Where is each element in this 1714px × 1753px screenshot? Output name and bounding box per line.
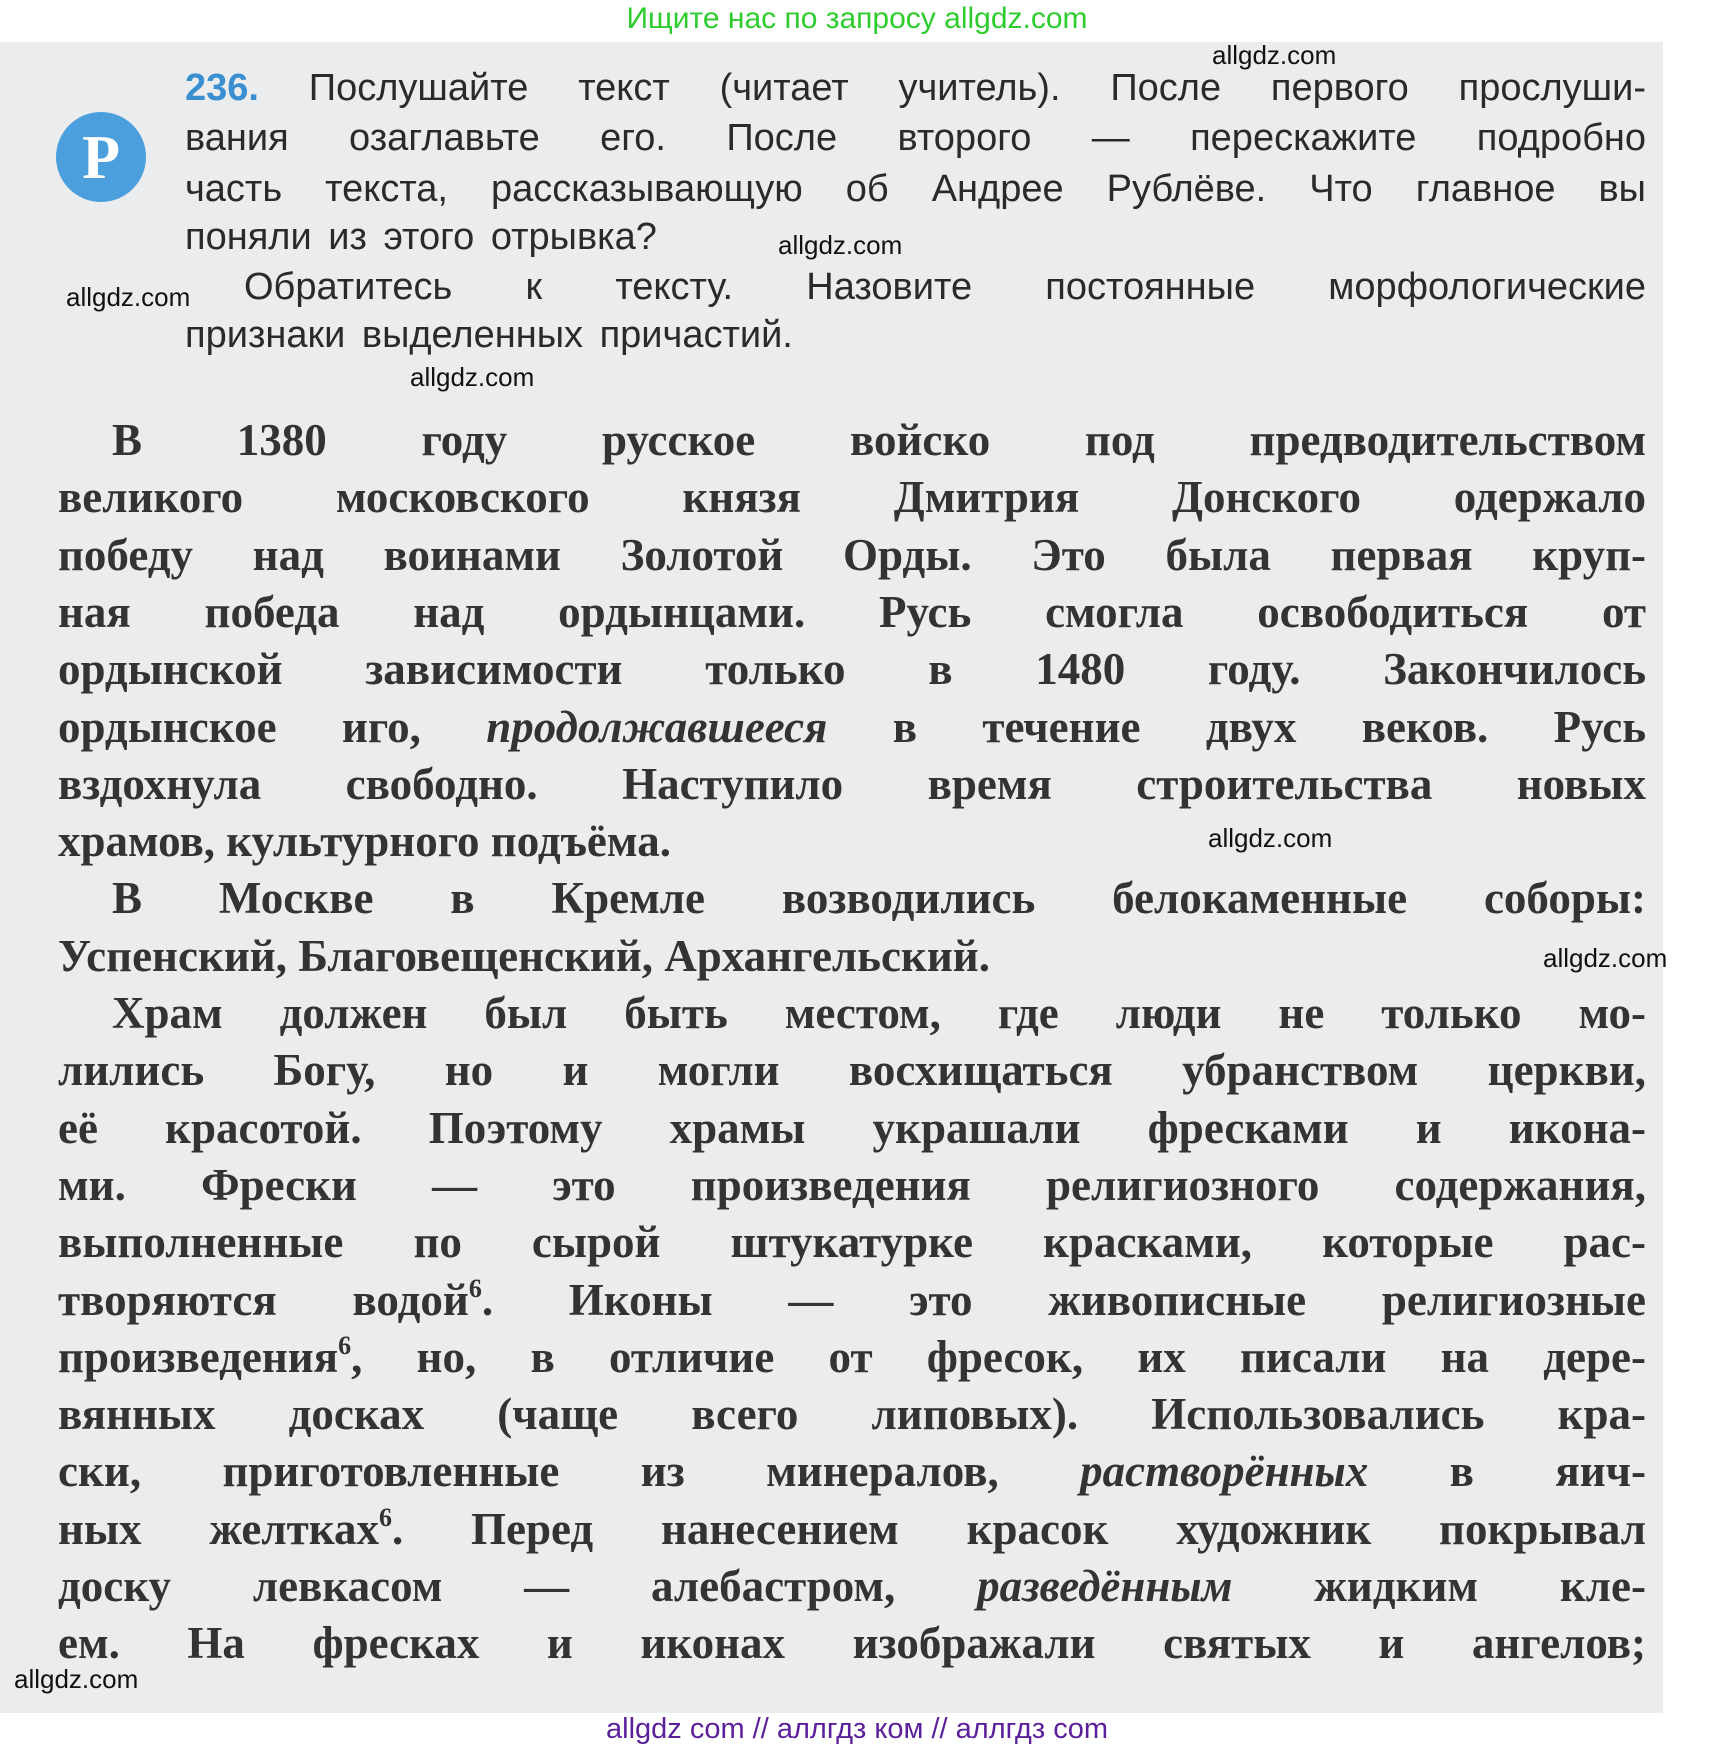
text-line: [58, 1445, 1646, 1502]
text-line: [58, 1159, 1646, 1216]
text-line: [58, 1617, 1646, 1674]
instruction-line: [185, 314, 1646, 364]
highlighted-participle: растворённых: [1080, 1446, 1369, 1497]
text-line: [58, 1503, 1646, 1560]
text-line: [58, 815, 1646, 872]
text-line: [58, 471, 1646, 528]
text-line: [58, 1274, 1646, 1331]
top-banner-link[interactable]: Ищите нас по запросу allgdz.com: [626, 2, 1088, 35]
text-line: [58, 1216, 1646, 1273]
highlighted-participle: продолжавшееся: [486, 701, 828, 752]
text-line: [58, 1331, 1646, 1388]
text-segment: В 1380 году русское войско под предводительством: [112, 415, 1646, 465]
text-line: [58, 1102, 1646, 1159]
text-segment: . Перед нанесением красок художник покрывал: [391, 1503, 1647, 1554]
text-line: [112, 987, 1646, 1044]
text-segment: доску левкасом — алебастром,: [58, 1561, 978, 1611]
instruction-text: Послушайте текст (читает учитель). После первого прослуши-: [308, 67, 1646, 109]
watermark: allgdz.com: [66, 282, 191, 312]
text-line: [58, 586, 1646, 643]
text-segment: ми. Фрески — это произведения религиозного содержания,: [58, 1159, 1646, 1210]
text-segment: ем. На фресках и иконах изображали святых и ангелов;: [58, 1618, 1646, 1669]
instruction-line: [185, 216, 1646, 266]
text-segment: выполненные по сырой штукатурке красками, которые рас-: [58, 1217, 1646, 1268]
text-line: [58, 643, 1646, 700]
section-marker-icon: Р: [56, 112, 146, 202]
text-segment: вянных досках (чаще всего липовых). Использовались кра-: [58, 1389, 1646, 1440]
text-line: [58, 1388, 1646, 1445]
text-segment: , но, в отличие от фресок, их писали на дере-: [351, 1331, 1646, 1382]
text-line: [58, 758, 1646, 815]
instruction-line: [185, 117, 1646, 167]
text-segment: ная победа над ордынцами. Русь смогла освободиться от: [58, 586, 1646, 637]
text-segment: ски, приготовленные из минералов,: [58, 1446, 1081, 1497]
text-segment: в яич-: [1368, 1446, 1646, 1497]
instruction-text: Обратитесь к тексту. Назовите постоянные морфологические: [244, 266, 1646, 308]
text-line: [112, 872, 1646, 929]
text-segment: В Москве в Кремле возводились белокаменные соборы:: [112, 873, 1646, 924]
instruction-line: [185, 67, 1646, 117]
textbook-page: [0, 42, 1663, 1713]
watermark: allgdz.com: [14, 1664, 139, 1694]
footnote-marker: 6: [378, 1502, 392, 1532]
instruction-text: вания озаглавьте его. После второго — перескажите подробно: [185, 117, 1646, 159]
text-segment: ордынской зависимости только в 1480 году. Закончилось: [58, 644, 1646, 695]
text-line: [58, 1044, 1646, 1101]
text-segment: . Иконы — это живописные религиозные: [481, 1274, 1646, 1325]
text-segment: лились Богу, но и могли восхищаться убранством церкви,: [58, 1045, 1646, 1096]
instruction-line: [185, 168, 1646, 218]
text-line: [58, 1560, 1646, 1617]
footnote-marker: 6: [468, 1273, 482, 1303]
instruction-text: признаки выделенных причастий.: [185, 314, 793, 356]
text-segment: победу над воинами Золотой Орды. Это была первая круп-: [58, 529, 1646, 580]
instruction-line: [244, 266, 1646, 316]
instruction-text: поняли из этого отрывка?: [185, 216, 657, 258]
text-segment: храмов, культурного подъёма.: [58, 816, 671, 867]
bottom-banner-link[interactable]: allgdz com // аллгдз ком // аллгдз com: [606, 1713, 1108, 1745]
text-segment: Храм должен был быть местом, где люди не только мо-: [112, 988, 1646, 1038]
text-segment: её красотой. Поэтому храмы украшали фресками и икона-: [58, 1102, 1646, 1153]
text-line: [112, 414, 1646, 471]
text-line: [58, 930, 1646, 987]
watermark: allgdz.com: [778, 230, 903, 260]
text-segment: в течение двух веков. Русь: [827, 701, 1646, 752]
text-segment: вздохнула свободно. Наступило время строительства новых: [58, 758, 1646, 809]
instruction-text: часть текста, рассказывающую об Андрее Рублёве. Что главное вы: [185, 168, 1646, 210]
highlighted-participle: разведённым: [977, 1561, 1233, 1611]
watermark: allgdz.com: [1208, 823, 1333, 853]
watermark: allgdz.com: [1212, 40, 1337, 70]
text-segment: произведения: [58, 1331, 339, 1382]
text-line: [58, 701, 1646, 758]
text-segment: Успенский, Благовещенский, Архангельский.: [58, 930, 990, 981]
text-segment: ордынское иго,: [58, 701, 487, 752]
watermark: allgdz.com: [1543, 943, 1668, 973]
exercise-number: 236.: [185, 67, 259, 109]
footnote-marker: 6: [338, 1330, 352, 1360]
text-segment: жидким кле-: [1232, 1561, 1646, 1611]
text-segment: великого московского князя Дмитрия Донского одержало: [58, 472, 1646, 523]
text-segment: творяются водой: [58, 1274, 469, 1325]
watermark: allgdz.com: [410, 362, 535, 392]
text-segment: ных желтках: [58, 1503, 379, 1554]
text-line: [58, 529, 1646, 586]
